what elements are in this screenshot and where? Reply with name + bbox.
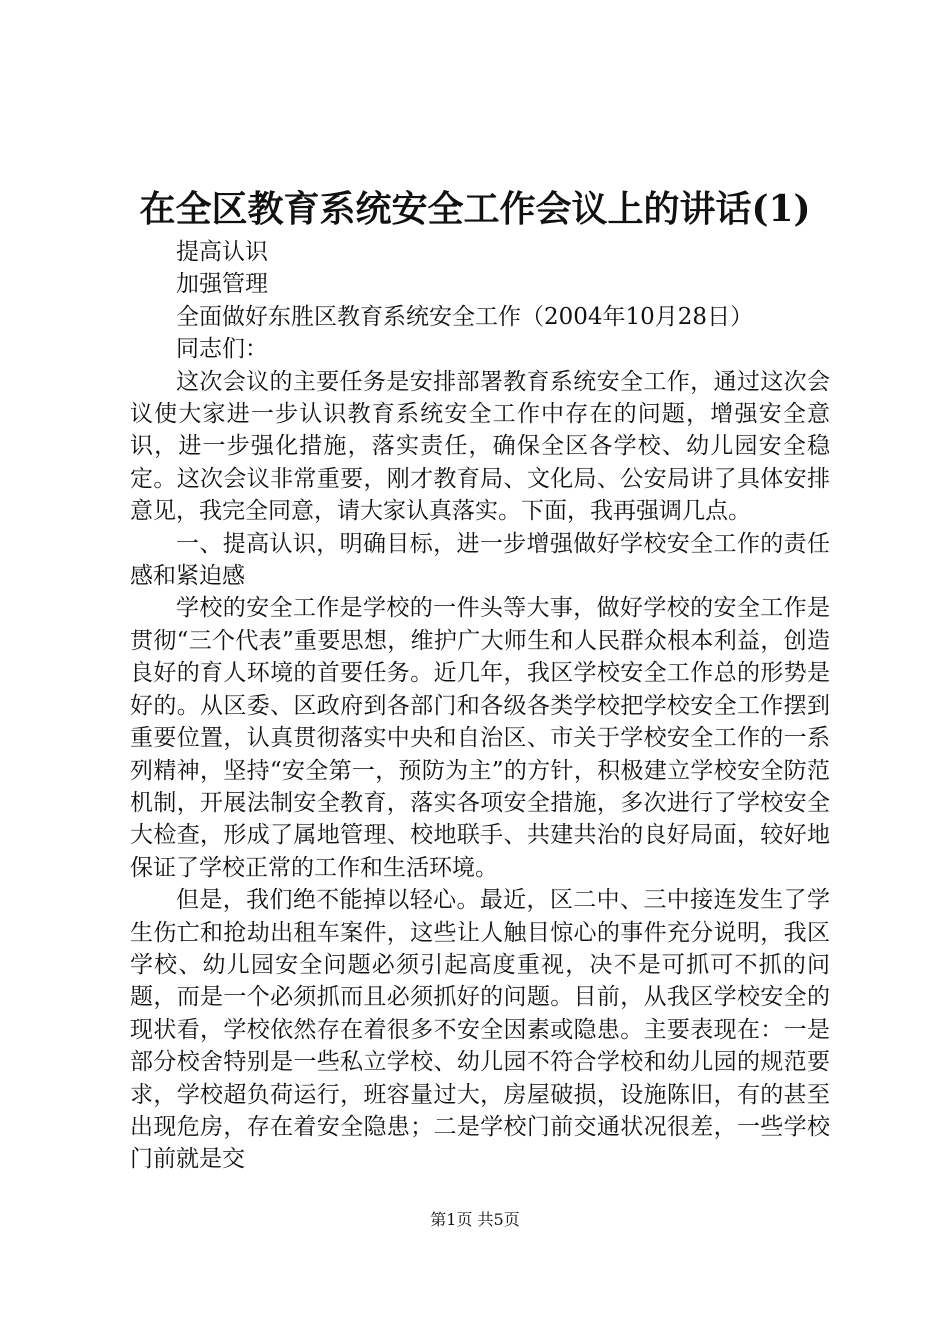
paragraph-section-heading: 一、提高认识，明确目标，进一步增强做好学校安全工作的责任感和紧迫感: [130, 530, 830, 590]
document-body: [130, 236, 830, 1176]
page-footer: 第1页 共5页: [430, 1210, 520, 1229]
paragraph-subtitle-1: 提高认识: [176, 239, 268, 265]
paragraph-body: 学校的安全工作是学校的一件头等大事，做好学校的安全工作是贯彻“三个代表”重要思想，维护广大师生和人民群众根本利益，创造良好的育人环境的首要任务。近几年，我区学校安全工作总的形势是好的。从区委、区政府到各部门和各级各类学校把学校安全工作摆到重要位置，认真贯彻落实中央和自治区、市关于学校安全工作的一系列精神，坚持“安全第一，预防为主”的方针，积极建立学校安全防范机制，开展法制安全教育，落实各项安全措施，多次进行了学校安全大检查，形成了属地管理、校地联手、共建共治的良好局面，较好地保证了学校正常的工作和生活环境。: [130, 595, 830, 881]
paragraph-body: 但是，我们绝不能掉以轻心。最近，区二中、三中接连发生了学生伤亡和抢劫出租车案件，这些让人触目惊心的事件充分说明，我区学校、幼儿园安全问题必须引起高度重视，决不是可抓可不抓的问题，而是一个必须抓而且必须抓好的问题。目前，从我区学校安全的现状看，学校依然存在着很多不安全因素或隐患。主要表现在：一是部分校舍特别是一些私立学校、幼儿园不符合学校和幼儿园的规范要求，学校超负荷运行，班容量过大，房屋破损，设施陈旧，有的甚至出现危房，存在着安全隐患；二是学校门前交通状况很差，一些学校门前就是交: [130, 887, 830, 1173]
paragraph-body: 这次会议的主要任务是安排部署教育系统安全工作，通过这次会议使大家进一步认识教育系统安全工作中存在的问题，增强安全意识，进一步强化措施，落实责任，确保全区各学校、幼儿园安全稳定。这次会议非常重要，刚才教育局、文化局、公安局讲了具体安排意见，我完全同意，请大家认真落实。下面，我再强调几点。: [130, 368, 830, 525]
document-title: 在全区教育系统安全工作会议上的讲话(1): [139, 188, 811, 230]
paragraph-subtitle-2: 加强管理: [176, 271, 268, 298]
paragraph-subtitle-3: 全面做好东胜区教育系统安全工作（2004年10月28日）: [176, 303, 754, 330]
paragraph-salutation: 同志们：: [176, 336, 268, 363]
